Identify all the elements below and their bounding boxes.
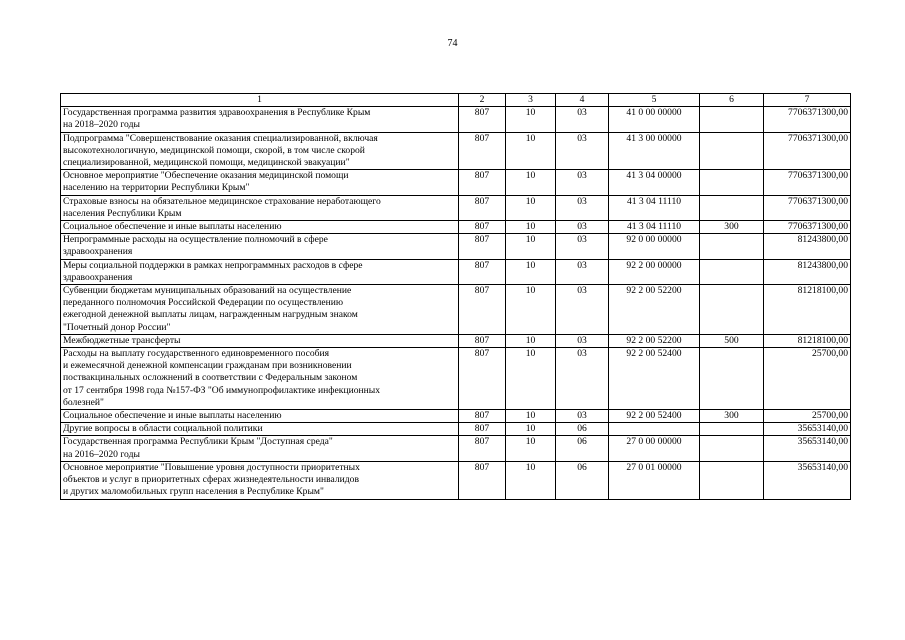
row-name: Основное мероприятие "Повышение уровня доступности приоритетных объектов и услуг в приоритетных сферах жизнедеятельности инвалидов и других маломобильных групп населения в Республике Крым" [61, 461, 459, 499]
row-name: Расходы на выплату государственного единовременного пособия и ежемесячной денежной компенсации гражданам при возникновении поствакцинальных осложнений в соответствии с Федеральным законом от 17 сентября 1998 года №157-ФЗ "Об иммунопрофилактике инфекционных болезней" [61, 348, 459, 410]
header-col-3: 3 [506, 94, 556, 107]
row-ved-code: 807 [459, 221, 506, 234]
table-row [61, 170, 851, 195]
row-amount: 7706371300,00 [764, 170, 851, 195]
row-target-article-code: 92 2 00 52400 [609, 348, 700, 410]
row-ved-code: 807 [459, 195, 506, 220]
row-ved-code: 807 [459, 436, 506, 461]
table-row [61, 436, 851, 461]
row-ved-code: 807 [459, 348, 506, 410]
row-ved-code: 807 [459, 259, 506, 284]
row-expense-type-code [700, 436, 764, 461]
row-subsection-code: 03 [556, 107, 609, 132]
row-name: Меры социальной поддержки в рамках непрограммных расходов в сфере здравоохранения [61, 259, 459, 284]
row-subsection-code: 03 [556, 410, 609, 423]
row-expense-type-code [700, 195, 764, 220]
row-name: Подпрограмма "Совершенствование оказания специализированной, включая высокотехнологичную, медицинской помощи, скорой, в том числе скорой специализированной, медицинской помощи, медицинской эвакуации" [61, 132, 459, 170]
table-row [61, 285, 851, 335]
row-expense-type-code [700, 107, 764, 132]
table-row [61, 195, 851, 220]
header-col-1: 1 [61, 94, 459, 107]
row-target-article-code: 41 3 04 11110 [609, 221, 700, 234]
row-subsection-code: 03 [556, 234, 609, 259]
table-row [61, 234, 851, 259]
row-name: Страховые взносы на обязательное медицинское страхование неработающего населения Республики Крым [61, 195, 459, 220]
row-subsection-code: 03 [556, 334, 609, 347]
row-target-article-code: 92 2 00 52400 [609, 410, 700, 423]
row-expense-type-code: 300 [700, 410, 764, 423]
row-target-article-code: 27 0 01 00000 [609, 461, 700, 499]
row-section-code: 10 [506, 348, 556, 410]
row-amount: 7706371300,00 [764, 132, 851, 170]
row-section-code: 10 [506, 195, 556, 220]
header-col-2: 2 [459, 94, 506, 107]
page-number: 74 [447, 38, 458, 49]
row-ved-code: 807 [459, 461, 506, 499]
row-subsection-code: 03 [556, 170, 609, 195]
row-amount: 35653140,00 [764, 423, 851, 436]
row-expense-type-code [700, 259, 764, 284]
row-section-code: 10 [506, 259, 556, 284]
table-row [61, 107, 851, 132]
row-section-code: 10 [506, 132, 556, 170]
row-amount: 7706371300,00 [764, 221, 851, 234]
row-section-code: 10 [506, 221, 556, 234]
row-target-article-code: 92 2 00 52200 [609, 334, 700, 347]
row-amount: 7706371300,00 [764, 107, 851, 132]
table-row [61, 348, 851, 410]
table-row [61, 259, 851, 284]
header-col-6: 6 [700, 94, 764, 107]
row-subsection-code: 06 [556, 436, 609, 461]
table-row [61, 132, 851, 170]
row-ved-code: 807 [459, 410, 506, 423]
row-subsection-code: 03 [556, 221, 609, 234]
budget-table [60, 93, 851, 500]
row-section-code: 10 [506, 234, 556, 259]
row-subsection-code: 03 [556, 348, 609, 410]
row-target-article-code: 92 0 00 00000 [609, 234, 700, 259]
row-name: Другие вопросы в области социальной политики [61, 423, 459, 436]
row-amount: 25700,00 [764, 410, 851, 423]
row-name: Социальное обеспечение и иные выплаты населению [61, 221, 459, 234]
row-expense-type-code [700, 348, 764, 410]
row-section-code: 10 [506, 461, 556, 499]
header-col-5: 5 [609, 94, 700, 107]
row-amount: 25700,00 [764, 348, 851, 410]
row-expense-type-code: 500 [700, 334, 764, 347]
row-name: Социальное обеспечение и иные выплаты населению [61, 410, 459, 423]
row-ved-code: 807 [459, 132, 506, 170]
row-ved-code: 807 [459, 334, 506, 347]
row-target-article-code: 41 3 04 00000 [609, 170, 700, 195]
table-row [61, 423, 851, 436]
row-amount: 7706371300,00 [764, 195, 851, 220]
row-target-article-code [609, 423, 700, 436]
row-target-article-code: 27 0 00 00000 [609, 436, 700, 461]
table-row [61, 410, 851, 423]
row-name: Основное мероприятие "Обеспечение оказания медицинской помощи населению на территории Республики Крым" [61, 170, 459, 195]
row-subsection-code: 03 [556, 132, 609, 170]
row-expense-type-code: 300 [700, 221, 764, 234]
row-section-code: 10 [506, 285, 556, 335]
row-target-article-code: 92 2 00 52200 [609, 285, 700, 335]
header-col-4: 4 [556, 94, 609, 107]
row-ved-code: 807 [459, 423, 506, 436]
row-expense-type-code [700, 423, 764, 436]
row-ved-code: 807 [459, 107, 506, 132]
row-name: Государственная программа Республики Крым "Доступная среда" на 2016–2020 годы [61, 436, 459, 461]
row-ved-code: 807 [459, 234, 506, 259]
row-expense-type-code [700, 234, 764, 259]
row-section-code: 10 [506, 423, 556, 436]
row-subsection-code: 03 [556, 195, 609, 220]
row-amount: 81218100,00 [764, 334, 851, 347]
row-target-article-code: 92 2 00 00000 [609, 259, 700, 284]
row-ved-code: 807 [459, 170, 506, 195]
row-amount: 35653140,00 [764, 461, 851, 499]
row-section-code: 10 [506, 170, 556, 195]
row-name: Государственная программа развития здравоохранения в Республике Крым на 2018–2020 годы [61, 107, 459, 132]
table-row [61, 334, 851, 347]
row-name: Непрограммные расходы на осуществление полномочий в сфере здравоохранения [61, 234, 459, 259]
row-subsection-code: 03 [556, 259, 609, 284]
table-header-row [61, 94, 851, 107]
row-amount: 81218100,00 [764, 285, 851, 335]
row-amount: 81243800,00 [764, 259, 851, 284]
row-section-code: 10 [506, 334, 556, 347]
row-subsection-code: 06 [556, 423, 609, 436]
row-ved-code: 807 [459, 285, 506, 335]
row-subsection-code: 03 [556, 285, 609, 335]
row-section-code: 10 [506, 436, 556, 461]
row-section-code: 10 [506, 107, 556, 132]
header-col-7: 7 [764, 94, 851, 107]
table-row [61, 461, 851, 499]
row-subsection-code: 06 [556, 461, 609, 499]
row-name: Субвенции бюджетам муниципальных образований на осуществление переданного полномочия Российской Федерации по осуществлению ежегодной денежной выплаты лицам, награжденным нагрудным знаком "Почетный донор России" [61, 285, 459, 335]
row-amount: 81243800,00 [764, 234, 851, 259]
row-target-article-code: 41 0 00 00000 [609, 107, 700, 132]
row-expense-type-code [700, 461, 764, 499]
row-expense-type-code [700, 132, 764, 170]
row-target-article-code: 41 3 00 00000 [609, 132, 700, 170]
row-expense-type-code [700, 170, 764, 195]
row-target-article-code: 41 3 04 11110 [609, 195, 700, 220]
table-row [61, 221, 851, 234]
row-amount: 35653140,00 [764, 436, 851, 461]
row-expense-type-code [700, 285, 764, 335]
row-section-code: 10 [506, 410, 556, 423]
row-name: Межбюджетные трансферты [61, 334, 459, 347]
